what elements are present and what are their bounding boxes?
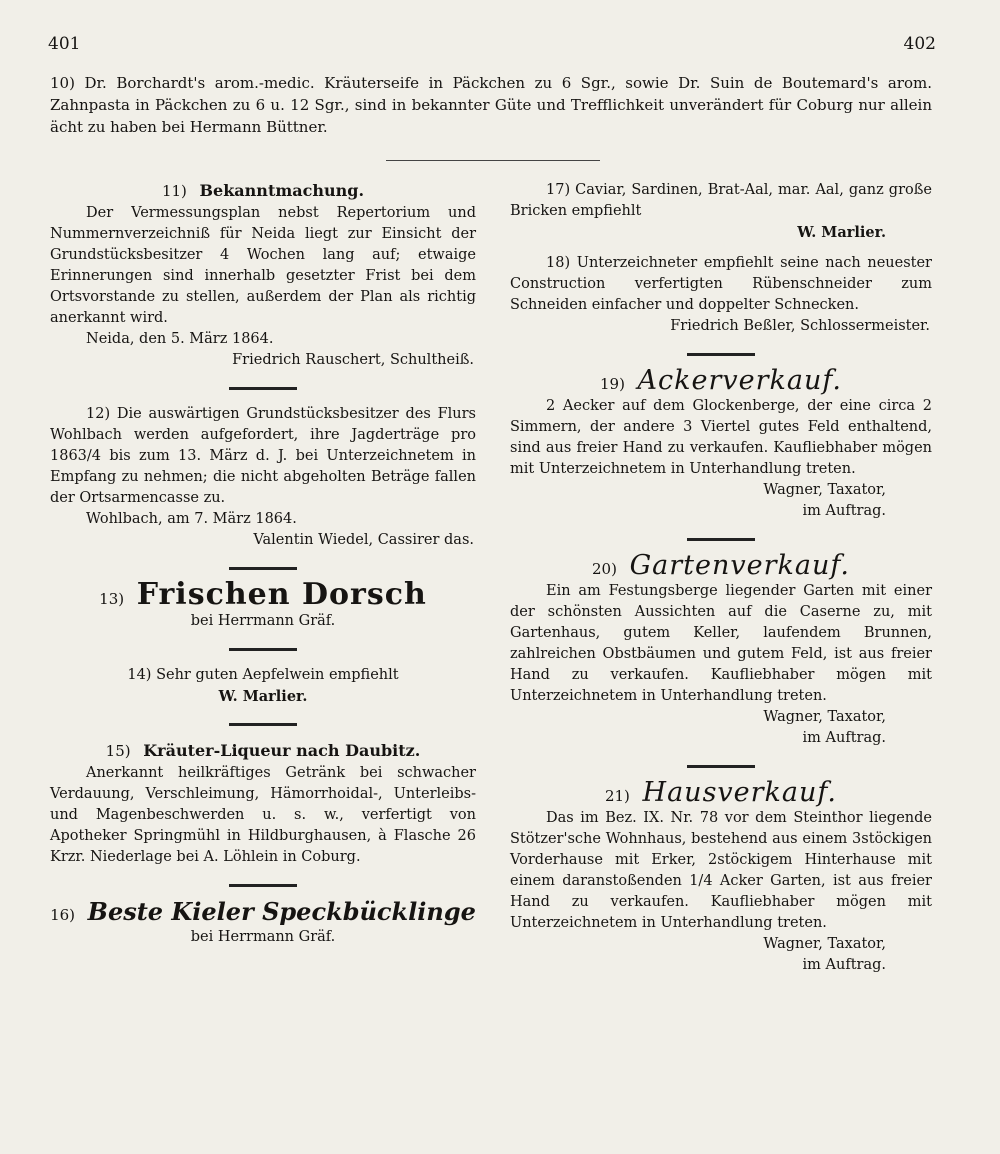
ad-13-sub: bei Herrmann Gräf. xyxy=(190,613,336,629)
ad-17-text: 17) Caviar, Sardinen, Brat-Aal, mar. Aal, ganz große Bricken empfiehlt xyxy=(510,182,932,219)
ad-14-signature: W. Marlier. xyxy=(218,688,308,705)
section-divider xyxy=(386,160,600,161)
divider xyxy=(229,387,297,390)
ad-12-body: 12) Die auswärtigen Grundstücksbesitzer des Flurs Wohlbach werden aufgefordert, ihre Jagderträge pro 1863/4 bis zum 13. März d. J. bei Unterzeichnetem in Empfang zu nehmen; die nicht abgeholten Beträge fallen der Ortsarmencasse zu. xyxy=(50,406,476,506)
ad-12-signature: Valentin Wiedel, Cassirer das. xyxy=(253,532,474,548)
ad-11-place-date: Neida, den 5. März 1864. xyxy=(86,331,274,347)
ad-12-place-date: Wohlbach, am 7. März 1864. xyxy=(86,511,297,527)
ad-19-signature-2: im Auftrag. xyxy=(802,503,886,519)
ad-19-number: 19) xyxy=(599,375,625,393)
ad-14-text: 14) Sehr guten Aepfelwein empfiehlt xyxy=(127,667,399,683)
ad-16-sub: bei Herrmann Gräf. xyxy=(190,929,336,945)
ad-19-title: Ackerverkauf. xyxy=(637,365,843,396)
page-number-left: 401 xyxy=(48,34,81,54)
ad-21-number: 21) xyxy=(604,787,630,805)
ad-18-signature: Friedrich Beßler, Schlossermeister. xyxy=(670,318,930,334)
ad-14 xyxy=(50,665,476,707)
ad-11-heading: Bekanntmachung. xyxy=(199,181,365,200)
ad-15-heading: Kräuter-Liqueur nach Daubitz. xyxy=(143,741,421,760)
divider xyxy=(687,538,755,541)
ad-21-signature: Wagner, Taxator, xyxy=(763,936,886,952)
ad-20-body: Ein am Festungsberge liegender Garten mit einer der schönsten Aussichten auf die Caserne zu, mit Gartenhaus, gutem Keller, laufendem Brunnen, zahlreichen Obstbäumen und gutem Feld, ist aus freier Hand zu verkaufen. Kaufliebhaber mögen mit Unterzeichnetem in Unterhandlung treten. xyxy=(510,583,932,704)
ad-20-signature: Wagner, Taxator, xyxy=(763,709,886,725)
ad-19-body: 2 Aecker auf dem Glockenberge, der eine circa 2 Simmern, der andere 3 Viertel gutes Feld enthaltend, sind aus freier Hand zu verkaufen. Kaufliebhaber mögen mit Unterzeichnetem in Unterhandlung treten. xyxy=(510,398,932,477)
divider xyxy=(229,567,297,570)
right-column xyxy=(510,180,932,986)
ad-10 xyxy=(50,72,932,138)
ad-18-body: 18) Unterzeichneter empfiehlt seine nach neuester Construction verfertigten Rübenschneider zum Schneiden einfacher und doppelter Schnecken. xyxy=(510,255,932,313)
ad-10-text: 10) Dr. Borchardt's arom.-medic. Kräuterseife in Päckchen zu 6 Sgr., sowie Dr. Suin de Boutemard's arom. Zahnpasta in Päckchen zu 6 u. 12 Sgr., sind in bekannter Güte und Trefflichkeit unverändert für Coburg nur allein ächt zu haben bei Hermann Büttner. xyxy=(50,74,932,136)
ad-13-title: Frischen Dorsch xyxy=(136,577,427,612)
ad-21 xyxy=(510,777,932,976)
ad-16-title: Beste Kieler Speckbücklinge xyxy=(87,897,476,926)
ad-21-body: Das im Bez. IX. Nr. 78 vor dem Steinthor liegende Stötzer'sche Wohnhaus, bestehend aus einem 3stöckigen Vorderhause mit Erker, 2stöckigem Hinterhause mit einem daranstoßenden 1/4 Acker Garten, ist aus freier Hand zu verkaufen. Kaufliebhaber mögen mit Unterzeichnetem in Unterhandlung treten. xyxy=(510,810,932,931)
ad-11-number: 11) xyxy=(161,182,187,200)
ad-17-signature: W. Marlier. xyxy=(797,224,886,241)
ad-20-title: Gartenverkauf. xyxy=(629,550,850,581)
ad-16-number: 16) xyxy=(50,906,76,924)
ad-19-signature: Wagner, Taxator, xyxy=(763,482,886,498)
ad-16 xyxy=(50,897,476,948)
ad-11 xyxy=(50,180,476,371)
ad-11-body: Der Vermessungsplan nebst Repertorium und Nummernverzeichniß für Neida liegt zur Einsicht der Grundstücksbesitzer 4 Wochen lang auf; etwaige Erinnerungen sind innerhalb gesetzter Frist bei dem Ortsvorstande zu stellen, außerdem der Plan als richtig anerkannt wird. xyxy=(50,205,476,326)
page-number-right: 402 xyxy=(903,34,936,54)
ad-20 xyxy=(510,550,932,749)
ad-20-signature-2: im Auftrag. xyxy=(802,730,886,746)
divider xyxy=(229,723,297,726)
ad-15-number: 15) xyxy=(105,742,131,760)
ad-21-signature-2: im Auftrag. xyxy=(802,957,886,973)
ad-15-body: Anerkannt heilkräftiges Getränk bei schwacher Verdauung, Verschleimung, Hämorrhoidal-, Unterleibs- und Magenbeschwerden u. s. w., verfertigt von Apotheker Springmühl in Hildburghausen, à Flasche 26 Krzr. Niederlage bei A. Löhlein in Coburg. xyxy=(50,765,476,865)
left-column xyxy=(50,180,476,958)
divider xyxy=(687,353,755,356)
ad-13 xyxy=(50,577,476,632)
ad-11-signature: Friedrich Rauschert, Schultheiß. xyxy=(232,352,474,368)
divider xyxy=(229,884,297,887)
ad-21-title: Hausverkauf. xyxy=(642,777,838,808)
ad-12 xyxy=(50,404,476,551)
ad-20-number: 20) xyxy=(592,560,617,578)
ad-15 xyxy=(50,740,476,868)
ad-13-number: 13) xyxy=(99,590,125,608)
ad-19 xyxy=(510,365,932,522)
divider xyxy=(687,765,755,768)
ad-17 xyxy=(510,180,932,243)
divider xyxy=(229,648,297,651)
ad-18 xyxy=(510,253,932,337)
